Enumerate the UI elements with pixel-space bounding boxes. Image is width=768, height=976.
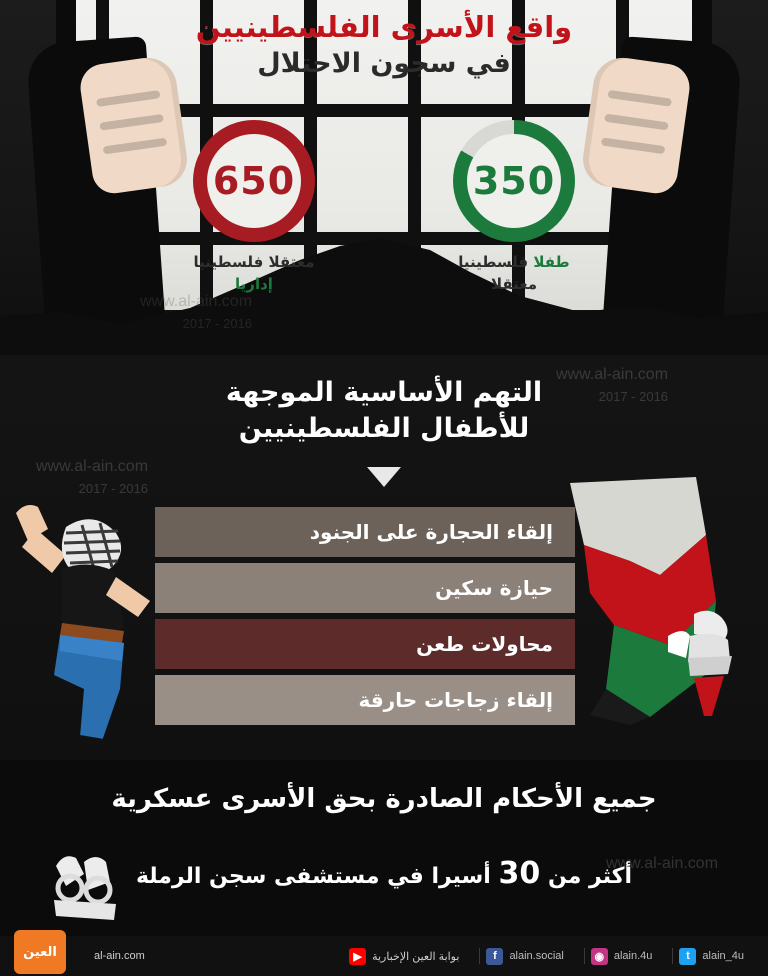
title-line-1: واقع الأسرى الفلسطينيين (195, 10, 573, 44)
charges-title (0, 375, 768, 448)
watermark-text: www.al-ain.com (140, 293, 253, 310)
twitter-icon: t (679, 948, 696, 965)
instagram-icon: ◉ (591, 948, 608, 965)
youtube-icon: ▶ (349, 948, 366, 965)
charge-item (155, 675, 575, 725)
stat-label-350 (414, 252, 614, 296)
charge-label: إلقاء الحجارة على الجنود (309, 520, 553, 544)
bottom-statement-2-before: أكثر من (547, 864, 633, 889)
social-link-facebook[interactable] (486, 948, 563, 965)
social-handle: alain_4u (702, 950, 744, 962)
top-section (0, 0, 768, 370)
facebook-icon: f (486, 948, 503, 965)
footer-site-url[interactable]: al-ain.com (94, 950, 145, 962)
footer-divider (584, 948, 585, 964)
stat-label-650 (154, 252, 354, 296)
social-handle: alain.social (509, 950, 564, 962)
footer-divider (479, 948, 480, 964)
social-handle: alain.4u (613, 950, 653, 962)
page-title (0, 8, 768, 81)
handcuffed-hands-icon (40, 848, 130, 920)
charge-label: محاولات طعن (416, 632, 553, 656)
stats-row (0, 120, 768, 296)
stat-card-administrative (154, 120, 354, 296)
charges-list (155, 507, 575, 731)
charge-item (155, 507, 575, 557)
bottom-statement-2-after: أسيرا في مستشفى سجن الرملة (135, 864, 491, 889)
title-line-2: في سجون الاحتلال (257, 48, 511, 80)
bottom-statement-2-number: 30 (498, 856, 541, 891)
stat-value-350: 350 (472, 159, 556, 203)
donut-chart-650 (193, 120, 315, 242)
social-link-instagram[interactable] (591, 948, 653, 965)
bottom-statement-1: جميع الأحكام الصادرة بحق الأسرى عسكرية (111, 784, 657, 814)
stat-label-350-bold: طفلا (533, 253, 570, 271)
charge-label: حيازة سكين (435, 576, 553, 600)
charges-title-line-2: للأطفال الفلسطينيين (238, 413, 530, 445)
social-link-twitter[interactable] (679, 948, 744, 965)
charge-item (155, 563, 575, 613)
charges-title-line-1: التهم الأساسية الموجهة (225, 377, 543, 408)
footer-portal-name: بوابة العين الإخبارية (372, 950, 460, 963)
stat-card-children (414, 120, 614, 296)
social-link-youtube[interactable] (349, 948, 459, 965)
stat-label-650-bold: معتقلا فلسطينيا (193, 253, 315, 271)
bottom-section (0, 760, 768, 936)
charge-item (155, 619, 575, 669)
watermark-text: www.al-ain.com (606, 855, 719, 872)
charge-label: إلقاء زجاجات حارقة (358, 688, 553, 712)
donut-chart-350 (453, 120, 575, 242)
chevron-down-icon (367, 467, 401, 487)
social-links (349, 948, 768, 965)
stat-label-350-line2: معتقلا (490, 274, 538, 293)
knife-hand-icon (660, 608, 750, 718)
charges-section (0, 355, 768, 770)
stat-value-650: 650 (212, 159, 296, 203)
watermark-years: 2016 - 2017 (182, 316, 253, 331)
stat-label-650-line2: إداريا (235, 274, 273, 293)
al-ain-logo[interactable]: العين (14, 930, 66, 974)
footer-bar (0, 936, 768, 976)
footer-divider (672, 948, 673, 964)
stat-label-350-rest: فلسطينيا (458, 253, 529, 271)
